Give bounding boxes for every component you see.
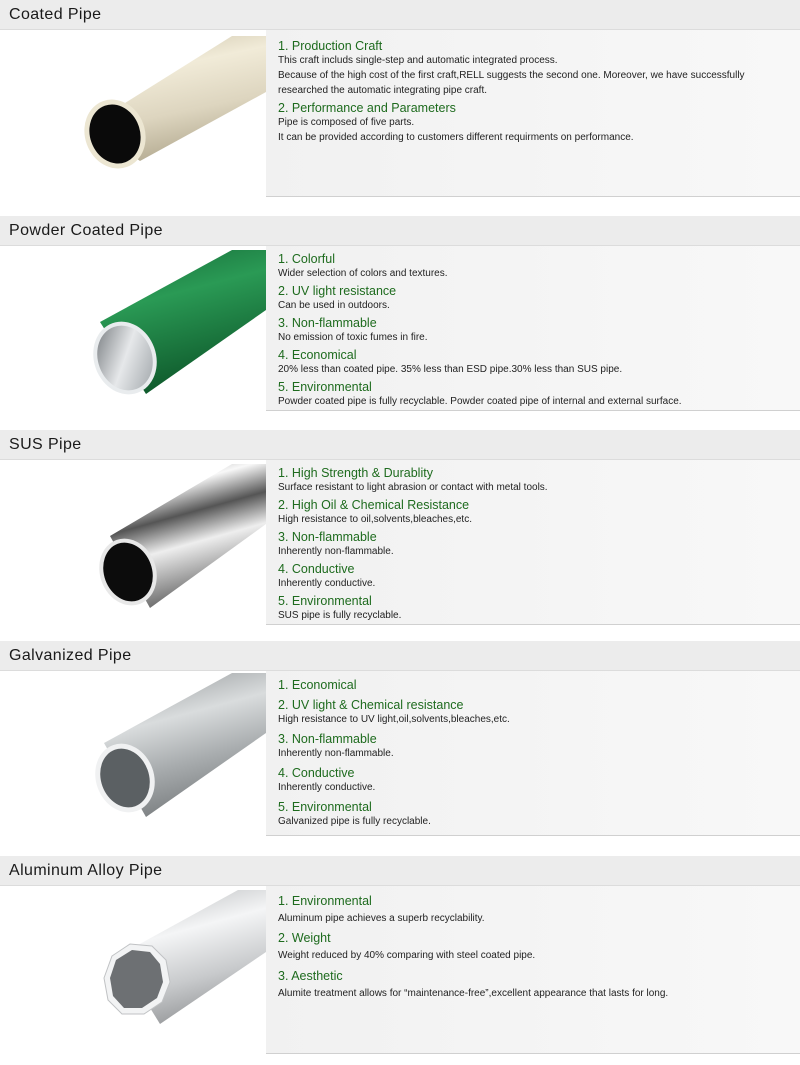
section-header — [0, 430, 800, 460]
feature-text: It can be provided according to customers different requirments on performance. — [278, 132, 634, 143]
feature-heading: 4. Economical — [278, 348, 357, 362]
feature-text: Wider selection of colors and textures. — [278, 268, 448, 279]
feature-heading: 1. Environmental — [278, 894, 372, 908]
feature-item — [278, 316, 428, 345]
feature-item — [278, 800, 431, 829]
feature-text: Alumite treatment allows for “maintenance-free”,excellent appearance that lasts for long. — [278, 988, 669, 999]
feature-heading: 2. UV light & Chemical resistance — [278, 698, 464, 712]
feature-item — [278, 766, 375, 795]
feature-heading: 3. Non-flammable — [278, 732, 377, 746]
feature-heading: 4. Conductive — [278, 562, 355, 576]
feature-text: Surface resistant to light abrasion or contact with metal tools. — [278, 482, 548, 493]
feature-item — [278, 466, 548, 495]
feature-text: Can be used in outdoors. — [278, 300, 390, 311]
feature-text: Inherently non-flammable. — [278, 748, 394, 759]
feature-item — [278, 894, 485, 926]
feature-heading: 1. Economical — [278, 678, 357, 692]
feature-heading: 2. UV light resistance — [278, 284, 397, 298]
feature-heading: 5. Environmental — [278, 800, 372, 814]
feature-item — [278, 931, 535, 963]
feature-heading: 3. Non-flammable — [278, 316, 377, 330]
section-aluminum-alloy-pipe — [0, 856, 800, 1054]
feature-item — [278, 39, 745, 98]
feature-text: Powder coated pipe is fully recyclable. Powder coated pipe of internal and external surface. — [278, 396, 682, 407]
powder-coated-pipe-icon — [0, 246, 266, 411]
feature-text: This craft includs single-step and automatic integrated process. — [278, 55, 558, 66]
section-header — [0, 0, 800, 30]
feature-text: Aluminum pipe achieves a superb recyclability. — [278, 913, 485, 924]
feature-text: High resistance to UV light,oil,solvents,bleaches,etc. — [278, 714, 510, 725]
section-title: Aluminum Alloy Pipe — [9, 862, 163, 879]
section-title: Powder Coated Pipe — [9, 222, 163, 239]
feature-heading: 4. Conductive — [278, 766, 355, 780]
section-title: SUS Pipe — [9, 436, 82, 453]
pipe-image — [0, 671, 266, 836]
text-panel — [266, 30, 800, 197]
feature-item — [278, 252, 448, 281]
aluminum-pipe-icon — [0, 886, 266, 1054]
section-header — [0, 856, 800, 886]
section-header — [0, 641, 800, 671]
feature-heading: 2. High Oil & Chemical Resistance — [278, 498, 470, 512]
feature-text: Because of the high cost of the first craft,RELL suggests the second one. Moreover, we have successfully — [278, 70, 745, 81]
feature-text: High resistance to oil,solvents,bleaches,etc. — [278, 514, 472, 525]
pipe-image — [0, 246, 266, 411]
section-sus-pipe — [0, 430, 800, 625]
feature-text: 20% less than coated pipe. 35% less than ESD pipe.30% less than SUS pipe. — [278, 364, 623, 375]
feature-text: researched the automatic integrating pipe craft. — [278, 85, 488, 96]
section-title: Galvanized Pipe — [9, 647, 132, 664]
feature-item — [278, 698, 510, 727]
feature-heading: 5. Environmental — [278, 380, 372, 394]
feature-item — [278, 732, 394, 761]
feature-heading: 1. Colorful — [278, 252, 335, 266]
section-galvanized-pipe — [0, 641, 800, 836]
sus-pipe-icon — [0, 460, 266, 625]
text-panel — [266, 886, 800, 1054]
feature-item — [278, 380, 682, 409]
feature-text: Inherently non-flammable. — [278, 546, 394, 557]
pipe-image — [0, 460, 266, 625]
pipe-image — [0, 886, 266, 1054]
feature-item — [278, 530, 394, 559]
text-panel — [266, 460, 800, 625]
feature-item — [278, 101, 634, 145]
section-coated-pipe — [0, 0, 800, 197]
feature-item — [278, 678, 357, 692]
feature-heading: 2. Performance and Parameters — [278, 101, 456, 115]
feature-text: Inherently conductive. — [278, 578, 376, 589]
feature-item — [278, 498, 472, 527]
feature-item — [278, 594, 401, 623]
feature-text: SUS pipe is fully recyclable. — [278, 610, 402, 621]
pipe-image — [0, 30, 266, 197]
feature-heading: 2. Weight — [278, 931, 331, 945]
feature-item — [278, 348, 622, 377]
section-title: Coated Pipe — [9, 6, 102, 23]
feature-heading: 5. Environmental — [278, 594, 372, 608]
section-powder-coated-pipe — [0, 216, 800, 411]
feature-text: No emission of toxic fumes in fire. — [278, 332, 428, 343]
feature-heading: 1. Production Craft — [278, 39, 383, 53]
feature-item — [278, 969, 668, 1001]
text-panel — [266, 246, 800, 411]
feature-item — [278, 284, 396, 313]
feature-heading: 3. Aesthetic — [278, 969, 343, 983]
feature-item — [278, 562, 375, 591]
section-header — [0, 216, 800, 246]
coated-pipe-icon — [0, 30, 266, 197]
feature-heading: 3. Non-flammable — [278, 530, 377, 544]
feature-text: Weight reduced by 40% comparing with steel coated pipe. — [278, 950, 536, 961]
galvanized-pipe-icon — [0, 671, 266, 836]
feature-text: Inherently conductive. — [278, 782, 376, 793]
feature-text: Pipe is composed of five parts. — [278, 117, 415, 128]
feature-text: Galvanized pipe is fully recyclable. — [278, 816, 431, 827]
feature-heading: 1. High Strength & Durablity — [278, 466, 433, 480]
text-panel — [266, 671, 800, 836]
